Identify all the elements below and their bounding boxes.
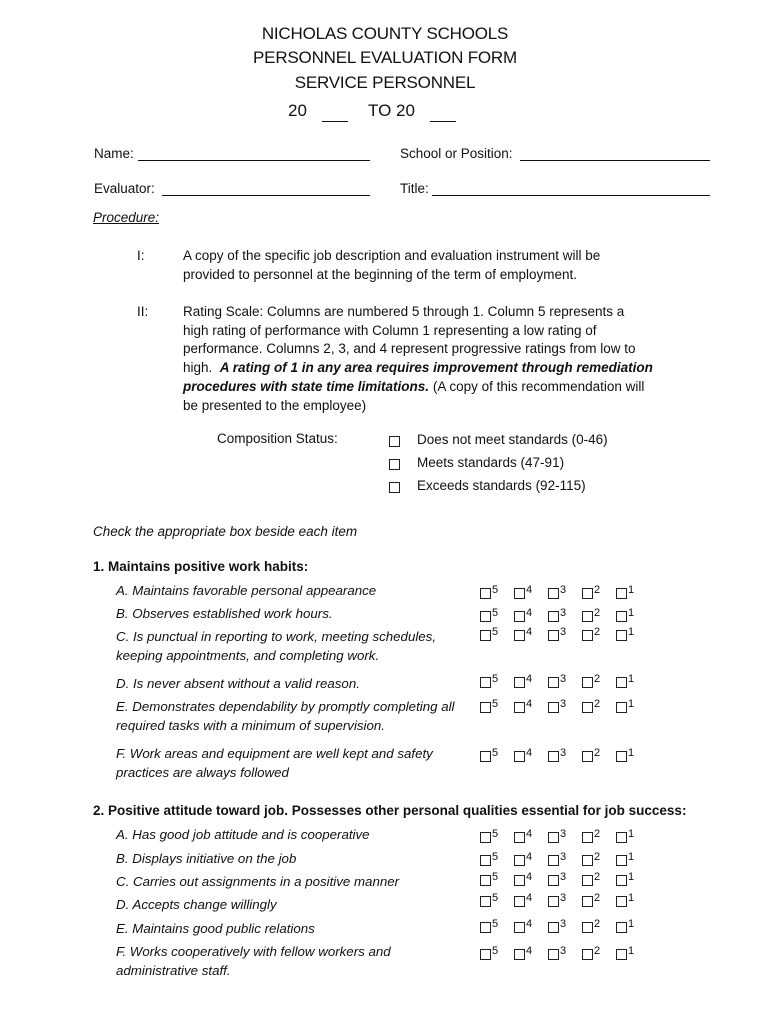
procedure-ii-line6: be presented to the employee) xyxy=(183,397,367,413)
evaluator-label: Evaluator: xyxy=(94,181,155,196)
composition-checkbox-exceeds[interactable] xyxy=(389,482,400,493)
rating-label-3: 3 xyxy=(560,828,567,840)
rating-label-3: 3 xyxy=(560,584,567,596)
rating-label-4: 4 xyxy=(526,918,533,930)
rating-label-2: 2 xyxy=(594,918,601,930)
rating-label-3: 3 xyxy=(560,945,567,957)
form-title-line3: SERVICE PERSONNEL xyxy=(294,73,476,92)
procedure-ii-line4b: A rating of 1 in any area requires improvement through remediation xyxy=(219,360,653,376)
rating-checkbox-3[interactable] xyxy=(548,751,559,762)
rating-label-4: 4 xyxy=(526,747,533,759)
rating-label-3: 3 xyxy=(560,918,567,930)
rating-label-1: 1 xyxy=(628,626,635,638)
rating-item-line2: keeping appointments, and completing work. xyxy=(116,648,380,663)
rating-checkbox-4[interactable] xyxy=(514,875,525,886)
procedure-ii-line2: high rating of performance with Column 1 representing a low rating of xyxy=(183,322,597,338)
rating-label-4: 4 xyxy=(526,828,533,840)
rating-checkbox-1[interactable] xyxy=(616,751,627,762)
rating-item-text xyxy=(116,872,399,891)
rating-checkbox-4[interactable] xyxy=(514,896,525,907)
composition-checkbox-does-not-meet[interactable] xyxy=(389,436,400,447)
rating-label-3: 3 xyxy=(560,747,567,759)
rating-label-5: 5 xyxy=(492,607,499,619)
rating-checkbox-2[interactable] xyxy=(582,611,593,622)
rating-checkbox-3[interactable] xyxy=(548,611,559,622)
composition-checkbox-meets[interactable] xyxy=(389,459,400,470)
rating-item-text xyxy=(116,942,391,980)
rating-item-text xyxy=(116,604,333,623)
rating-label-2: 2 xyxy=(594,747,601,759)
rating-item-line1: D. Accepts change willingly xyxy=(116,897,277,912)
rating-checkbox-3[interactable] xyxy=(548,875,559,886)
rating-label-4: 4 xyxy=(526,945,533,957)
rating-label-5: 5 xyxy=(492,698,499,710)
rating-label-5: 5 xyxy=(492,626,499,638)
rating-label-2: 2 xyxy=(594,584,601,596)
rating-label-2: 2 xyxy=(594,892,601,904)
rating-checkbox-5[interactable] xyxy=(480,630,491,641)
rating-label-3: 3 xyxy=(560,673,567,685)
rating-item-line1: F. Works cooperatively with fellow workers and xyxy=(116,944,391,959)
rating-checkbox-2[interactable] xyxy=(582,630,593,641)
procedure-ii-line5b: (A copy of this recommendation will xyxy=(432,378,645,394)
rating-label-5: 5 xyxy=(492,673,499,685)
rating-checkbox-3[interactable] xyxy=(548,949,559,960)
rating-checkbox-2[interactable] xyxy=(582,832,593,843)
procedure-ii-number: II: xyxy=(137,304,149,319)
rating-item-line2: practices are always followed xyxy=(116,765,289,780)
rating-checkbox-3[interactable] xyxy=(548,896,559,907)
procedure-i-number: I: xyxy=(137,248,145,263)
section2-heading: 2. Positive attitude toward job. Possesses other personal qualities essential for job success: xyxy=(93,803,687,818)
rating-checkbox-2[interactable] xyxy=(582,855,593,866)
rating-checkbox-4[interactable] xyxy=(514,611,525,622)
rating-item-text xyxy=(116,849,296,868)
rating-item-text xyxy=(116,744,433,782)
year-to-label: TO 20 xyxy=(368,101,415,120)
rating-checkbox-3[interactable] xyxy=(548,702,559,713)
rating-checkbox-5[interactable] xyxy=(480,949,491,960)
form-title-line2: PERSONNEL EVALUATION FORM xyxy=(253,48,517,67)
rating-checkbox-1[interactable] xyxy=(616,855,627,866)
procedure-ii-line4a: high. xyxy=(183,360,213,376)
rating-checkbox-4[interactable] xyxy=(514,949,525,960)
rating-checkbox-5[interactable] xyxy=(480,922,491,933)
rating-label-1: 1 xyxy=(628,828,635,840)
rating-checkbox-2[interactable] xyxy=(582,588,593,599)
rating-item-line1: C. Carries out assignments in a positive manner xyxy=(116,874,400,889)
rating-checkbox-1[interactable] xyxy=(616,896,627,907)
rating-item-line1: D. Is never absent without a valid reason. xyxy=(116,676,360,691)
rating-label-1: 1 xyxy=(628,747,635,759)
procedure-ii-text xyxy=(183,303,703,415)
rating-label-2: 2 xyxy=(594,851,601,863)
rating-label-2: 2 xyxy=(594,945,601,957)
procedure-ii-line3: performance. Columns 2, 3, and 4 represent progressive ratings from low to xyxy=(183,341,636,357)
rating-item-text xyxy=(116,581,376,600)
rating-checkbox-5[interactable] xyxy=(480,896,491,907)
rating-item-line2: required tasks with a minimum of supervision. xyxy=(116,718,385,733)
rating-checkbox-5[interactable] xyxy=(480,702,491,713)
rating-label-4: 4 xyxy=(526,851,533,863)
rating-checkbox-5[interactable] xyxy=(480,832,491,843)
rating-checkbox-1[interactable] xyxy=(616,832,627,843)
rating-checkbox-1[interactable] xyxy=(616,588,627,599)
rating-checkbox-1[interactable] xyxy=(616,949,627,960)
rating-item-text xyxy=(116,697,455,735)
rating-checkbox-2[interactable] xyxy=(582,949,593,960)
rating-checkbox-5[interactable] xyxy=(480,855,491,866)
rating-checkbox-2[interactable] xyxy=(582,677,593,688)
rating-label-1: 1 xyxy=(628,673,635,685)
rating-checkbox-5[interactable] xyxy=(480,611,491,622)
section1-heading: 1. Maintains positive work habits: xyxy=(93,559,309,574)
rating-label-3: 3 xyxy=(560,871,567,883)
rating-label-4: 4 xyxy=(526,871,533,883)
rating-item-line1: A. Has good job attitude and is cooperative xyxy=(116,827,370,842)
rating-item-line1: E. Demonstrates dependability by promptly completing all xyxy=(116,699,455,714)
rating-checkbox-4[interactable] xyxy=(514,922,525,933)
rating-label-2: 2 xyxy=(594,607,601,619)
procedure-i-line2: provided to personnel at the beginning of the term of employment. xyxy=(183,266,577,282)
rating-checkbox-4[interactable] xyxy=(514,677,525,688)
rating-checkbox-5[interactable] xyxy=(480,588,491,599)
rating-label-3: 3 xyxy=(560,607,567,619)
rating-checkbox-1[interactable] xyxy=(616,922,627,933)
rating-label-2: 2 xyxy=(594,698,601,710)
rating-label-2: 2 xyxy=(594,828,601,840)
year-end-blank[interactable] xyxy=(430,101,456,122)
rating-item-text xyxy=(116,627,436,665)
title-field[interactable] xyxy=(432,194,710,196)
rating-checkbox-3[interactable] xyxy=(548,630,559,641)
rating-checkbox-2[interactable] xyxy=(582,702,593,713)
rating-item-text xyxy=(116,825,370,844)
rating-label-3: 3 xyxy=(560,626,567,638)
rating-checkbox-3[interactable] xyxy=(548,588,559,599)
composition-status-label: Composition Status: xyxy=(217,431,338,446)
rating-item-text xyxy=(116,674,360,693)
rating-item-line1: A. Maintains favorable personal appearance xyxy=(116,583,377,598)
school-year-start xyxy=(288,101,348,122)
rating-checkbox-5[interactable] xyxy=(480,751,491,762)
name-field[interactable] xyxy=(138,159,370,161)
rating-checkbox-1[interactable] xyxy=(616,702,627,713)
rating-checkbox-3[interactable] xyxy=(548,677,559,688)
rating-label-5: 5 xyxy=(492,945,499,957)
procedure-ii-line5 xyxy=(183,378,703,397)
rating-item-line1: F. Work areas and equipment are well kept and safety xyxy=(116,746,433,761)
rating-label-1: 1 xyxy=(628,851,635,863)
rating-label-1: 1 xyxy=(628,698,635,710)
rating-checkbox-1[interactable] xyxy=(616,875,627,886)
rating-label-4: 4 xyxy=(526,584,533,596)
rating-label-5: 5 xyxy=(492,892,499,904)
rating-label-3: 3 xyxy=(560,698,567,710)
year-prefix: 20 xyxy=(288,101,307,120)
rating-checkbox-3[interactable] xyxy=(548,832,559,843)
procedure-i-line1: A copy of the specific job description and evaluation instrument will be xyxy=(183,248,601,263)
rating-checkbox-3[interactable] xyxy=(548,922,559,933)
rating-label-1: 1 xyxy=(628,892,635,904)
rating-label-5: 5 xyxy=(492,747,499,759)
rating-checkbox-4[interactable] xyxy=(514,630,525,641)
rating-checkbox-4[interactable] xyxy=(514,751,525,762)
rating-label-4: 4 xyxy=(526,607,533,619)
name-label: Name: xyxy=(94,146,134,161)
rating-label-4: 4 xyxy=(526,626,533,638)
rating-label-1: 1 xyxy=(628,945,635,957)
rating-label-1: 1 xyxy=(628,871,635,883)
composition-option-exceeds: Exceeds standards (92-115) xyxy=(417,478,586,493)
rating-label-1: 1 xyxy=(628,607,635,619)
composition-option-meets: Meets standards (47-91) xyxy=(417,455,565,470)
rating-label-2: 2 xyxy=(594,673,601,685)
title-label: Title: xyxy=(400,181,429,196)
rating-checkbox-4[interactable] xyxy=(514,702,525,713)
form-title-line1: NICHOLAS COUNTY SCHOOLS xyxy=(261,24,509,43)
evaluator-field[interactable] xyxy=(162,194,370,196)
rating-item-line1: E. Maintains good public relations xyxy=(116,921,315,936)
year-start-blank[interactable] xyxy=(322,101,348,122)
procedure-ii-line4 xyxy=(183,359,703,378)
rating-item-text xyxy=(116,895,277,914)
rating-checkbox-5[interactable] xyxy=(480,677,491,688)
school-position-field[interactable] xyxy=(520,159,710,161)
rating-checkbox-1[interactable] xyxy=(616,611,627,622)
rating-checkbox-3[interactable] xyxy=(548,855,559,866)
procedure-ii-line5a: procedures with state time limitations. xyxy=(183,378,430,394)
rating-checkbox-1[interactable] xyxy=(616,630,627,641)
rating-label-4: 4 xyxy=(526,673,533,685)
school-position-label: School or Position: xyxy=(400,146,513,161)
rating-checkbox-2[interactable] xyxy=(582,896,593,907)
rating-item-line2: administrative staff. xyxy=(116,963,231,978)
rating-checkbox-4[interactable] xyxy=(514,588,525,599)
rating-checkbox-4[interactable] xyxy=(514,855,525,866)
rating-label-5: 5 xyxy=(492,918,499,930)
rating-item-line1: C. Is punctual in reporting to work, meeting schedules, xyxy=(116,629,437,644)
rating-label-5: 5 xyxy=(492,584,499,596)
rating-label-1: 1 xyxy=(628,584,635,596)
rating-label-5: 5 xyxy=(492,828,499,840)
rating-item-line1: B. Observes established work hours. xyxy=(116,606,333,621)
rating-item-line1: B. Displays initiative on the job xyxy=(116,851,297,866)
rating-label-4: 4 xyxy=(526,892,533,904)
rating-checkbox-2[interactable] xyxy=(582,922,593,933)
rating-label-3: 3 xyxy=(560,892,567,904)
rating-checkbox-5[interactable] xyxy=(480,875,491,886)
instructions-text: Check the appropriate box beside each item xyxy=(93,524,358,539)
rating-label-3: 3 xyxy=(560,851,567,863)
rating-label-2: 2 xyxy=(594,626,601,638)
rating-label-2: 2 xyxy=(594,871,601,883)
rating-checkbox-1[interactable] xyxy=(616,677,627,688)
rating-item-text xyxy=(116,919,315,938)
procedure-heading: Procedure: xyxy=(93,210,160,225)
rating-checkbox-4[interactable] xyxy=(514,832,525,843)
procedure-i-text xyxy=(183,247,703,284)
rating-checkbox-2[interactable] xyxy=(582,751,593,762)
composition-option-does-not-meet: Does not meet standards (0-46) xyxy=(417,432,608,447)
rating-label-5: 5 xyxy=(492,851,499,863)
rating-checkbox-2[interactable] xyxy=(582,875,593,886)
rating-label-1: 1 xyxy=(628,918,635,930)
rating-label-5: 5 xyxy=(492,871,499,883)
rating-label-4: 4 xyxy=(526,698,533,710)
school-year-end xyxy=(368,101,456,122)
procedure-ii-line1: Rating Scale: Columns are numbered 5 through 1. Column 5 represents a xyxy=(183,304,625,319)
